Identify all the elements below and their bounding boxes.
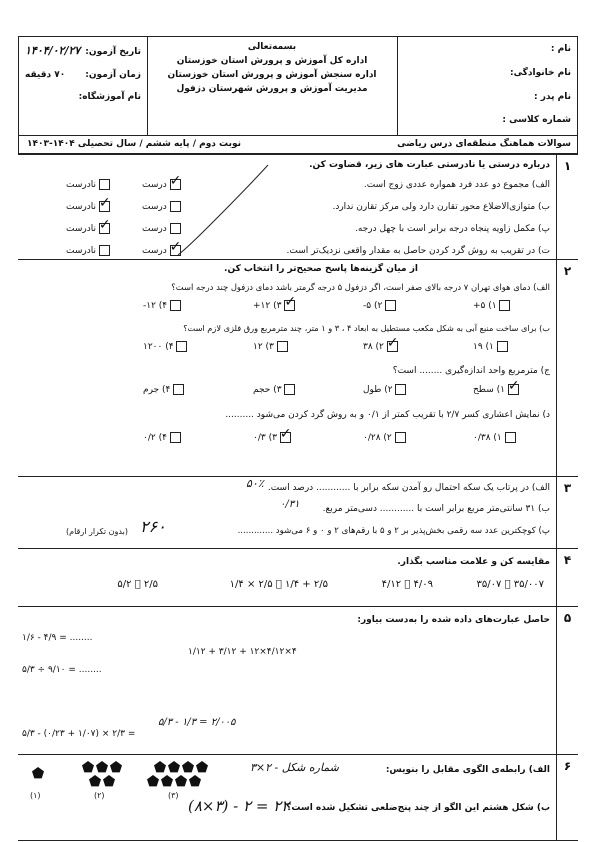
question-1 (18, 154, 578, 259)
question-number: ۵ (556, 607, 578, 754)
header-line-1: بسمه‌تعالی (247, 42, 297, 52)
q3-a-text: الف) در پرتاب یک سکه احتمال رو آمدن سکه برابر با ............ درصد است. (267, 483, 550, 493)
q1-item-a: الف) مجموع دو عدد فرد همواره عددی زوج است. (363, 180, 550, 190)
q3-a-answer: ۵۰٪ (246, 477, 264, 490)
q2-b-opt2[interactable]: ✓ ۲) ۳۸ (363, 341, 398, 352)
q2-a-text: الف) دمای هوای تهران ۷ درجه بالای صفر است، اگر دزفول ۵ درجه گرمتر باشد دمای دزفول چند درجه است؟ (171, 282, 550, 292)
exam-site-label: نام آموزشگاه: (78, 92, 141, 102)
title-right: سوالات هماهنگ منطقه‌ای درس ریاضی (397, 139, 571, 149)
q2-c-text: ج) مترمربع واحد اندازه‌گیری ........ است؟ (392, 366, 550, 376)
exam-header (18, 36, 578, 136)
header-line-2: اداره کل آموزش و پرورش استان خوزستان (176, 56, 368, 66)
question-number: ۲ (556, 260, 578, 476)
q1-d-true[interactable]: ✓ درست (142, 245, 181, 256)
header-center (147, 37, 397, 135)
q4-item-1[interactable]: ۳۵/۰۰۷ ⃞ ۳۵/۰۷ (476, 579, 544, 590)
q2-c-opt2[interactable]: ۲) طول (363, 384, 406, 395)
q2-c-opt4[interactable]: ۴) جرم (143, 384, 184, 395)
exam-date-label: تاریخ آزمون: (85, 47, 141, 57)
header-line-3: اداره سنجش آموزش و پرورش استان خوزستان (167, 70, 377, 80)
q6-b-text: ب) شکل هشتم این الگو از چند پنج‌ضلعی تشکیل شده است؟ (286, 803, 550, 813)
exam-time-label: زمان آزمون: (85, 70, 141, 80)
question-6 (18, 754, 578, 841)
q3-b-answer: ۰/۳۱ (280, 499, 300, 510)
q3-c-answer: ۲۶۰ (140, 517, 166, 536)
q2-a-opt1[interactable]: ۱) ۵+ (473, 300, 510, 311)
q5-expr-2: ۵/۳ ÷ ۹/۱۰ = ........ (22, 665, 102, 675)
q5-expr-3: ۱/۱۲ + ۳/۱۲ + ۱۲×۴/۱۲×۴ (188, 647, 297, 657)
question-5 (18, 606, 578, 754)
q2-d-opt3[interactable]: ✓ ۳) ۰/۳ (253, 432, 291, 443)
question-number: ۳ (556, 477, 578, 548)
title-bar (18, 136, 578, 154)
q1-item-d: ت) در تقریب به روش گرد کردن حاصل به مقدار واقعی نزدیک‌تر است. (286, 246, 550, 256)
q1-instruction: درباره درستی یا نادرستی عبارت های زیر، قضاوت کن. (309, 160, 550, 170)
pattern-label-3: (۳) (168, 791, 179, 800)
q3-c-text: پ) کوچکترین عدد سه رقمی بخش‌پذیر بر ۲ و ۵ با رقم‌های ۲ و ۰ و ۶ می‌شود ............. (237, 526, 550, 536)
q2-b-text: ب) برای ساخت منبع آبی به شکل مکعب مستطیل به ابعاد ۴ ، ۳ و ۱ متر، چند مترمربع ورق فلزی لازم است؟ (183, 323, 550, 333)
question-number: ۶ (556, 755, 578, 840)
pentagon-pattern (22, 759, 222, 819)
question-2 (18, 259, 578, 476)
q2-a-opt2[interactable]: ۲) ۵- (363, 300, 396, 311)
field-class-number: شماره کلاسی : (502, 115, 571, 125)
q3-b-text: ب) ۳۱ سانتی‌متر مربع برابر است با ............ دسی‌متر مربع. (322, 504, 550, 514)
q2-c-opt1[interactable]: ✓ ۱) سطح (473, 384, 519, 395)
q1-b-true[interactable]: درست (142, 201, 181, 212)
q2-d-text: د) نمایش اعشاری کسر ۲/۷ با تقریب کمتر از ۰/۱ و به روش گرد کردن می‌شود .......... (225, 410, 550, 420)
pen-scribble (168, 157, 288, 257)
q2-d-opt2[interactable]: ۲) ۰/۲۸ (363, 432, 406, 443)
q1-a-false[interactable]: نادرست (66, 179, 110, 190)
student-fields (397, 37, 577, 135)
q1-item-c: پ) مکمل زاویه پنجاه درجه برابر است با چهل درجه. (355, 224, 550, 234)
pattern-figure-3 (147, 761, 208, 786)
pattern-figure-1 (32, 767, 44, 778)
q2-c-opt3[interactable]: ۳) حجم (253, 384, 295, 395)
q2-d-opt4[interactable]: ۴) ۰/۲ (143, 432, 181, 443)
field-name: نام : (550, 44, 571, 54)
title-left: نوبت دوم / پایه ششم / سال تحصیلی ۱۴۰۴-۱۴۰۳ (27, 139, 241, 149)
q2-a-opt3[interactable]: ✓ ۳) ۱۲+ (253, 300, 295, 311)
question-3 (18, 476, 578, 548)
q5-expr-4: ۵/۳ - (۰/۲۳ + ۱/۰۷) × ۲/۳ = (22, 729, 136, 739)
q2-d-opt1[interactable]: ۱) ۰/۳۸ (473, 432, 516, 443)
q6-a-text: الف) رابطه‌ی الگوی مقابل را بنویس: (385, 765, 550, 775)
field-father-name: نام پدر : (534, 92, 571, 102)
exam-time-value: ۷۰ دقیقه (25, 70, 66, 80)
q5-instruction: حاصل عبارت‌های داده شده را به‌دست بیاور: (357, 615, 550, 625)
q4-instruction: مقایسه کن و علامت مناسب بگذار. (397, 557, 550, 567)
q1-d-false[interactable]: نادرست (66, 245, 110, 256)
q1-c-false[interactable]: ✓ نادرست (66, 223, 110, 234)
header-line-4: مدیریت آموزش و پرورش شهرستان دزفول (176, 84, 368, 94)
question-4 (18, 548, 578, 606)
q4-item-4[interactable]: ۲/۵ ⃞ ۵/۲ (117, 579, 158, 590)
exam-info-column (19, 37, 147, 135)
q4-item-3[interactable]: ۲/۵ + ۱/۴ ⃞ ۲/۵ × ۱/۴ (229, 579, 328, 590)
q6-b-answer: (۸×۳) - ۲ = ۲۲ (188, 797, 290, 815)
q5-expr-1: ۱/۶ - ۴/۹ = ........ (22, 633, 93, 643)
q1-a-true[interactable]: ✓ درست (142, 179, 181, 190)
q2-b-opt3[interactable]: ۳) ۱۲ (253, 341, 288, 352)
exam-date-value: ۱۴۰۴/۰۲/۲۷ (25, 44, 81, 57)
q2-b-opt1[interactable]: ۱) ۱۹ (473, 341, 508, 352)
q1-b-false[interactable]: ✓ نادرست (66, 201, 110, 212)
q2-a-opt4[interactable]: ۴) ۱۲- (143, 300, 181, 311)
q2-instruction: از میان گزینه‌ها پاسخ صحیح‌تر را انتخاب کن. (224, 264, 418, 274)
pattern-label-1: (۱) (30, 791, 41, 800)
q2-b-opt4[interactable]: ۴) ۱۲۰۰ (143, 341, 187, 352)
q6-a-answer: ۳×شماره شکل - ۲ (250, 761, 339, 774)
pattern-label-2: (۲) (94, 791, 105, 800)
q1-c-true[interactable]: درست (142, 223, 181, 234)
q1-item-b: ب) متوازی‌الاضلاع محور تقارن دارد ولی مرکز تقارن ندارد. (332, 202, 550, 212)
field-family-name: نام خانوادگی: (509, 68, 571, 78)
q4-item-2[interactable]: ۴/۰۹ ⃞ ۴/۱۲ (381, 579, 433, 590)
q3-c-note: (بدون تکرار ارقام) (66, 527, 128, 536)
q5-expr-4-answer: ۵/۳ - ۱/۳ = ۲/۰۰۵ (158, 717, 236, 728)
question-number: ۱ (556, 155, 578, 259)
question-number: ۴ (556, 549, 578, 606)
pattern-figure-2 (82, 761, 122, 786)
